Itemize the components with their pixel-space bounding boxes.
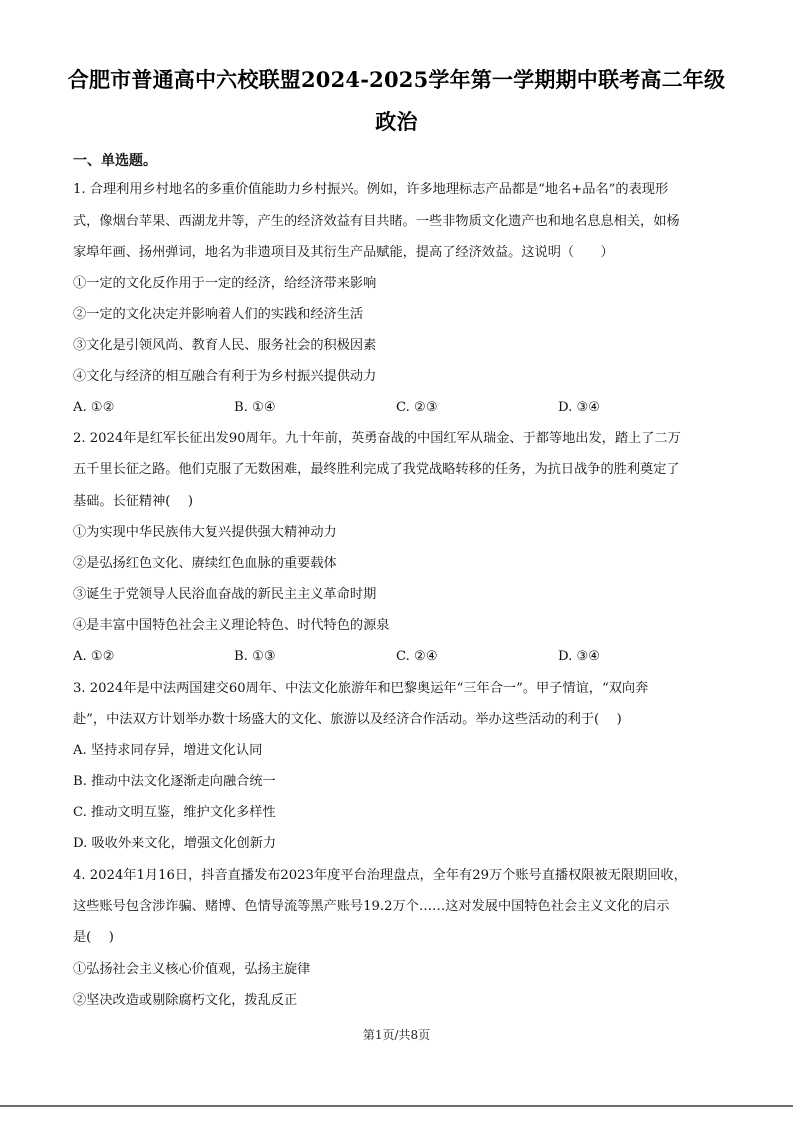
question-3-option-b: B. 推动中法文化逐渐走向融合统一 [73, 774, 276, 789]
question-4-stem-line: 是( ) [73, 930, 114, 945]
question-4-stem-line: 4. 2024年1月16日，抖音直播发布2023年度平台治理盘点，全年有29万个账号直播权限被无限期回收， [73, 868, 687, 883]
question-1-statement: ②一定的文化决定并影响着人们的实践和经济生活 [73, 307, 364, 322]
question-1-stem-line: 式，像烟台苹果、西湖龙井等，产生的经济效益有目共睹。一些非物质文化遗产也和地名息息相关，如杨 [73, 214, 680, 229]
question-2-statement: ③诞生于党领导人民浴血奋战的新民主主义革命时期 [73, 587, 377, 602]
page-number: 第1页/共8页 [362, 1028, 431, 1042]
question-1-stem-line: 1. 合理利用乡村地名的多重价值能助力乡村振兴。例如，许多地理标志产品都是“地名+品名”的表现形 [73, 182, 669, 197]
question-4-statement: ②坚决改造或剔除腐朽文化，拨乱反正 [73, 993, 298, 1008]
question-1-statement: ③文化是引领风尚、教育人民、服务社会的积极因素 [73, 338, 377, 353]
section-heading: 一、单选题。 [73, 153, 157, 169]
question-2-stem-line: 基础。长征精神( ) [73, 494, 193, 509]
question-4-stem-line: 这些账号包含涉诈骗、赌博、色情导流等黑产账号19.2万个……这对发展中国特色社会主义文化的启示 [73, 899, 670, 914]
question-1-option-d: D. ③④ [558, 400, 601, 415]
question-3-option-c: C. 推动文明互鉴，维护文化多样性 [73, 805, 276, 820]
question-1-stem-line: 家埠年画、扬州弹词，地名为非遗项目及其衍生产品赋能，提高了经济效益。这说明（ ） [73, 245, 614, 260]
question-2-statement: ②是弘扬红色文化、赓续红色血脉的重要载体 [73, 556, 337, 571]
question-1-statement: ④文化与经济的相互融合有利于为乡村振兴提供动力 [73, 369, 377, 384]
exam-title: 合肥市普通高中六校联盟2024-2025学年第一学期期中联考高二年级 [67, 67, 726, 92]
question-3-stem-line: 3. 2024年是中法两国建交60周年、中法文化旅游年和巴黎奥运年“三年合一”。甲子情谊，“双向奔 [73, 681, 649, 696]
question-2-option-b: B. ①③ [234, 649, 276, 664]
question-2-statement: ④是丰富中国特色社会主义理论特色、时代特色的源泉 [73, 618, 390, 633]
question-1-option-a: A. ①② [73, 400, 115, 415]
question-3-option-a: A. 坚持求同存异，增进文化认同 [73, 743, 263, 758]
question-2-statement: ①为实现中华民族伟大复兴提供强大精神动力 [73, 525, 337, 540]
question-2-stem-line: 2. 2024年是红军长征出发90周年。九十年前，英勇奋战的中国红军从瑞金、于都等地出发，踏上了二万 [73, 431, 681, 446]
question-2-option-d: D. ③④ [558, 649, 601, 664]
question-3-option-d: D. 吸收外来文化，增强文化创新力 [73, 836, 277, 851]
question-2-stem-line: 五千里长征之路。他们克服了无数困难，最终胜利完成了我党战略转移的任务，为抗日战争的胜利奠定了 [73, 462, 680, 477]
question-1-option-b: B. ①④ [234, 400, 276, 415]
exam-subject: 政治 [375, 109, 418, 134]
bottom-divider [0, 1105, 793, 1107]
question-1-option-c: C. ②③ [396, 400, 438, 415]
question-3-stem-line: 赴”，中法双方计划举办数十场盛大的文化、旅游以及经济合作活动。举办这些活动的利于( ) [73, 712, 622, 727]
question-4-statement: ①弘扬社会主义核心价值观，弘扬主旋律 [73, 962, 311, 977]
question-2-option-c: C. ②④ [396, 649, 438, 664]
question-1-statement: ①一定的文化反作用于一定的经济，给经济带来影响 [73, 276, 377, 291]
question-2-option-a: A. ①② [73, 649, 115, 664]
